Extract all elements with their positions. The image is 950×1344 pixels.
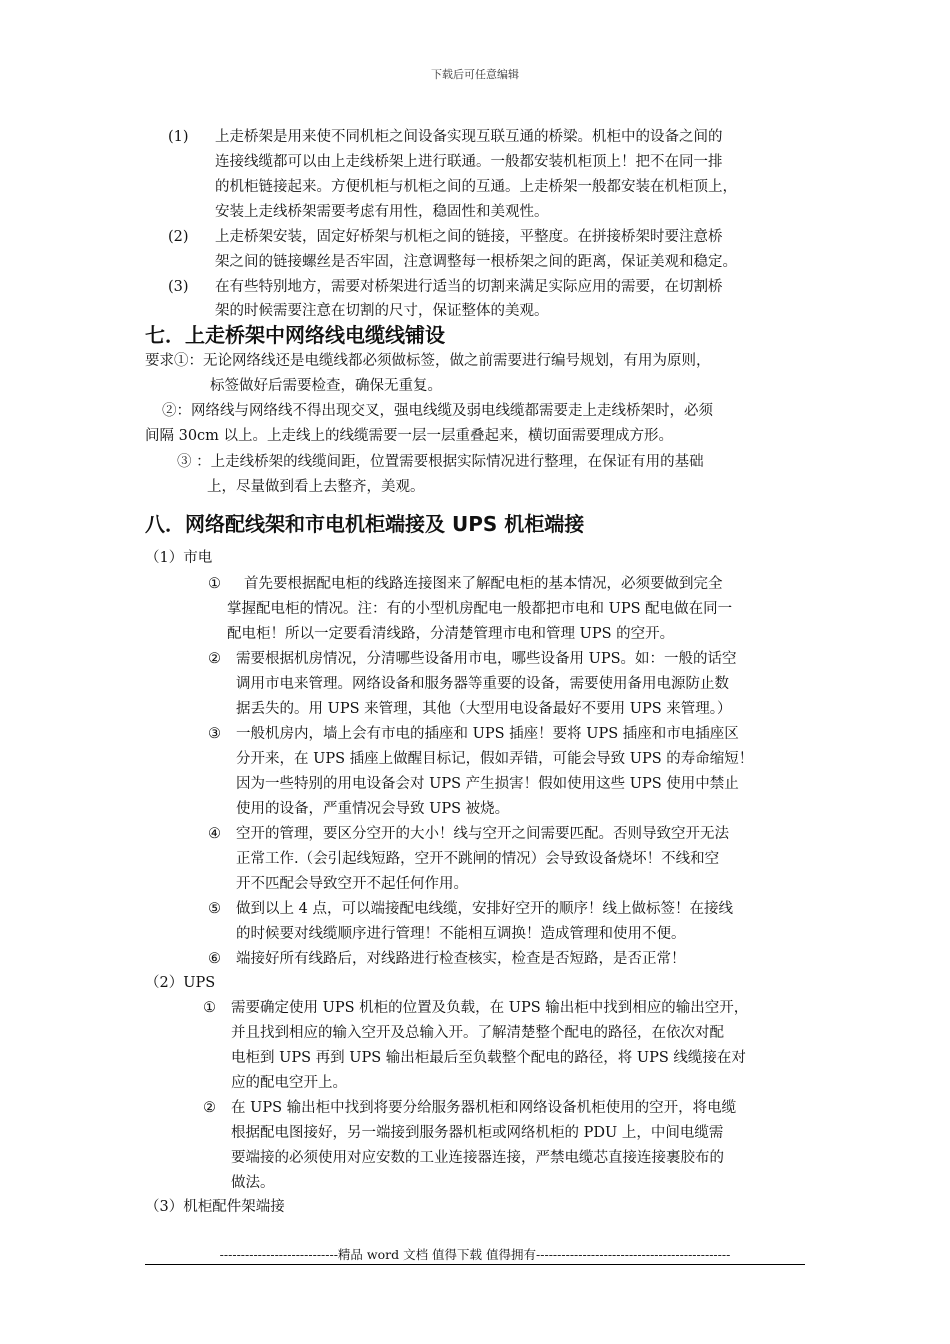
item-number: ④	[208, 826, 221, 842]
item-line: 需要确定使用 UPS 机柜的位置及负载，在 UPS 输出柜中找到相应的输出空开，	[231, 1000, 749, 1016]
item-number: (2)	[168, 229, 189, 245]
requirement-line: 上，尽量做到看上去整齐，美观。	[207, 479, 425, 495]
item-line: 并且找到相应的输入空开及总输入开。了解清楚整个配电的路径，在依次对配	[231, 1025, 724, 1041]
item-number: ⑤	[208, 901, 221, 917]
footer-rule	[145, 1264, 805, 1265]
item-line: 要端接的必须使用对应安数的工业连接器连接，严禁电缆芯直接连接裹胶布的	[231, 1150, 724, 1166]
item-line: 做到以上 4 点，可以端接配电线缆，安排好空开的顺序！线上做标签！在接线	[236, 901, 733, 917]
item-line: 做法。	[231, 1175, 275, 1191]
item-line: 分开来，在 UPS 插座上做醒目标记，假如弄错，可能会导致 UPS 的寿命缩短！	[236, 751, 754, 767]
section-7-heading: 七．上走桥架中网络线电缆线铺设	[145, 323, 445, 347]
subsection-title: （3）机柜配件架端接	[145, 1199, 285, 1215]
item-line: 使用的设备，严重情况会导致 UPS 被烧。	[236, 801, 510, 817]
item-line: 调用市电来管理。网络设备和服务器等重要的设备，需要使用备用电源防止数	[236, 676, 729, 692]
item-line: 需要根据机房情况，分清哪些设备用市电，哪些设备用 UPS。如：一般的话空	[236, 651, 737, 667]
section-8-heading: 八．网络配线架和市电机柜端接及 UPS 机柜端接	[145, 512, 585, 536]
requirement-line: ②：网络线与网络线不得出现交叉，强电线缆及弱电线缆都需要走上走线桥架时，必须	[162, 403, 713, 419]
item-line: 安装上走线桥架需要考虑有用性，稳固性和美观性。	[215, 204, 549, 220]
subsection-title: （2）UPS	[145, 975, 216, 991]
item-line: 的机柜链接起来。方便机柜与机柜之间的互通。上走桥架一般都安装在机柜顶上，	[215, 179, 737, 195]
footer-text: ----------------------------精品 word 文档 值得下载 值得拥有----------------------------------------------	[219, 1247, 731, 1262]
requirement-line: 间隔 30cm 以上。上走线上的线缆需要一层一层重叠起来，横切面需要理成方形。	[145, 428, 674, 444]
requirement-line: 标签做好后需要检查，确保无重复。	[210, 378, 442, 394]
item-line: 电柜到 UPS 再到 UPS 输出柜最后至负载整个配电的路径，将 UPS 线缆接在对	[231, 1050, 746, 1066]
item-line: 在有些特别地方，需要对桥架进行适当的切割来满足实际应用的需要，在切割桥	[215, 279, 723, 295]
item-line: 连接线缆都可以由上走线桥架上进行联通。一般都安装机柜顶上！把不在同一排	[215, 154, 723, 170]
item-number: ②	[208, 651, 221, 667]
item-number: ⑥	[208, 951, 221, 967]
item-line: 上走桥架安装，固定好桥架与机柜之间的链接，平整度。在拼接桥架时要注意桥	[215, 229, 723, 245]
item-number: ①	[208, 576, 221, 592]
requirement-line: ③ ：上走线桥架的线缆间距，位置需要根据实际情况进行整理，在保证有用的基础	[177, 454, 704, 470]
item-line: 架之间的链接螺丝是否牢固，注意调整每一根桥架之间的距离，保证美观和稳定。	[215, 254, 737, 270]
item-line: 一般机房内，墙上会有市电的插座和 UPS 插座！要将 UPS 插座和市电插座区	[236, 726, 739, 742]
item-line: 配电柜！所以一定要看清线路，分清楚管理市电和管理 UPS 的空开。	[227, 626, 675, 642]
requirement-line: 要求①：无论网络线还是电缆线都必须做标签，做之前需要进行编号规划，有用为原则，	[145, 353, 711, 369]
item-line: 掌握配电柜的情况。注：有的小型机房配电一般都把市电和 UPS 配电做在同一	[227, 601, 733, 617]
item-line: 据丢失的。用 UPS 来管理，其他（大型用电设备最好不要用 UPS 来管理。）	[236, 701, 732, 717]
item-number: ②	[203, 1100, 216, 1116]
item-line: 端接好所有线路后，对线路进行检查核实，检查是否短路，是否正常！	[236, 951, 686, 967]
item-line: 应的配电空开上。	[231, 1075, 347, 1091]
item-line: 根据配电图接好，另一端接到服务器机柜或网络机柜的 PDU 上，中间电缆需	[231, 1125, 724, 1141]
item-line: 空开的管理，要区分空开的大小！线与空开之间需要匹配。否则导致空开无法	[236, 826, 729, 842]
item-line: 开不匹配会导致空开不起任何作用。	[236, 876, 468, 892]
item-line: 在 UPS 输出柜中找到将要分给服务器机柜和网络设备机柜使用的空开，将电缆	[231, 1100, 737, 1116]
subsection-title: （1）市电	[145, 550, 213, 566]
item-line: 架的时候需要注意在切割的尺寸，保证整体的美观。	[215, 303, 549, 319]
item-line: 正常工作.（会引起线短路，空开不跳闸的情况）会导致设备烧坏！不线和空	[236, 851, 720, 867]
header-note: 下载后可任意编辑	[431, 68, 519, 81]
item-number: ③	[208, 726, 221, 742]
item-line: 上走桥架是用来使不同机柜之间设备实现互联互通的桥梁。机柜中的设备之间的	[215, 129, 723, 145]
item-number: ①	[203, 1000, 216, 1016]
item-line: 的时候要对线缆顺序进行管理！不能相互调换！造成管理和使用不便。	[236, 926, 686, 942]
item-number: (1)	[168, 129, 189, 145]
item-line: 因为一些特别的用电设备会对 UPS 产生损害！假如使用这些 UPS 使用中禁止	[236, 776, 739, 792]
item-number: (3)	[168, 279, 189, 295]
item-line: 首先要根据配电柜的线路连接图来了解配电柜的基本情况，必须要做到完全	[244, 576, 723, 592]
